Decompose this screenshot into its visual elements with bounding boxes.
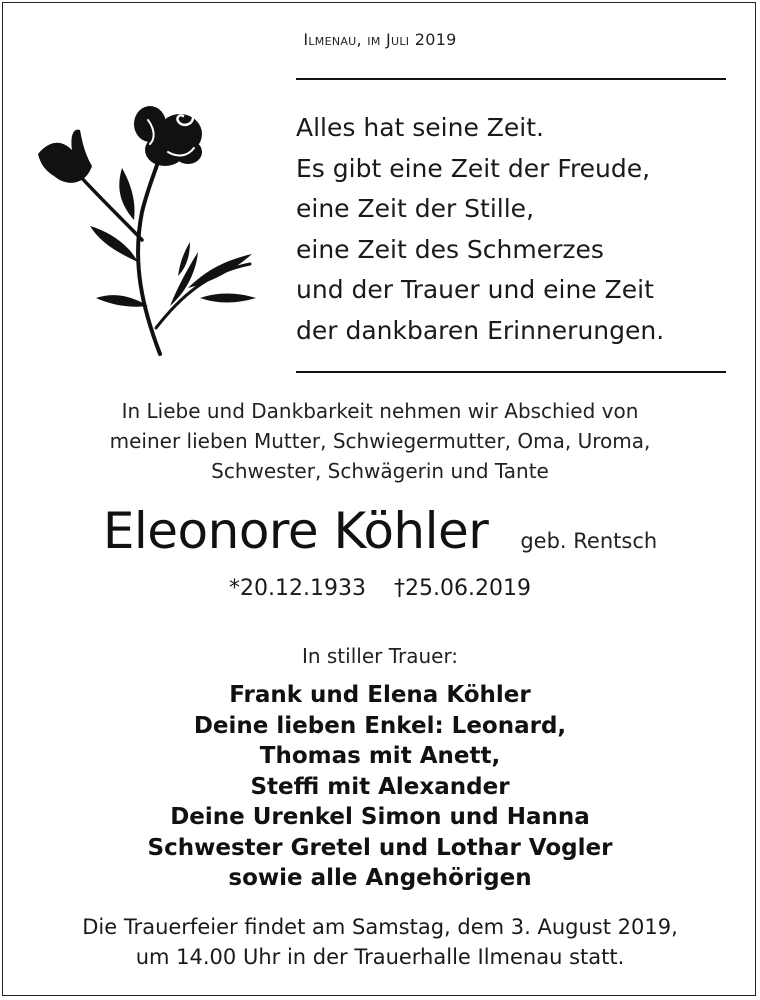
mourner-line: Schwester Gretel und Lothar Vogler bbox=[147, 834, 613, 861]
mourner-line: Thomas mit Anett, bbox=[259, 743, 501, 769]
mourner-line: sowie alle Angehörigen bbox=[228, 865, 532, 891]
mourner-line: Frank und Elena Köhler bbox=[229, 682, 531, 708]
poem bbox=[296, 108, 736, 351]
intro-line: meiner lieben Mutter, Schwiegermutter, Oma, Uroma, bbox=[109, 429, 651, 453]
place-date: Ilmenau, im Juli 2019 bbox=[303, 30, 457, 49]
divider-bottom bbox=[296, 371, 726, 373]
flower-icon bbox=[30, 92, 270, 362]
mourner-line: Deine Urenkel Simon und Hanna bbox=[170, 804, 590, 830]
life-dates bbox=[0, 576, 760, 601]
intro-line: In Liebe und Dankbarkeit nehmen wir Abschied von bbox=[121, 399, 639, 423]
poem-line: Alles hat seine Zeit. bbox=[296, 113, 544, 142]
poem-line: der dankbaren Erinnerungen. bbox=[296, 315, 665, 345]
poem-line: eine Zeit des Schmerzes bbox=[296, 234, 604, 264]
birth-symbol: * bbox=[229, 576, 241, 601]
service-info bbox=[0, 912, 760, 972]
deceased-name: Eleonore Köhler bbox=[102, 502, 489, 560]
intro-text bbox=[0, 396, 760, 486]
deceased-name-row bbox=[0, 502, 760, 560]
death-date: 25.06.2019 bbox=[405, 576, 531, 601]
mourner-line: Steffi mit Alexander bbox=[250, 773, 510, 800]
poem-line: eine Zeit der Stille, bbox=[296, 194, 535, 223]
birth-date: 20.12.1933 bbox=[240, 576, 366, 601]
mourning-label: In stiller Trauer: bbox=[301, 644, 459, 668]
divider-top bbox=[296, 78, 726, 80]
death-symbol: † bbox=[394, 576, 405, 601]
intro-line: Schwester, Schwägerin und Tante bbox=[211, 459, 549, 483]
poem-line: und der Trauer und eine Zeit bbox=[296, 275, 654, 304]
maiden-name: geb. Rentsch bbox=[520, 529, 658, 553]
mourners-list bbox=[0, 680, 760, 894]
service-line: Die Trauerfeier findet am Samstag, dem 3. August 2019, bbox=[82, 915, 678, 939]
mourner-line: Deine lieben Enkel: Leonard, bbox=[193, 712, 567, 739]
service-line: um 14.00 Uhr in der Trauerhalle Ilmenau statt. bbox=[135, 945, 625, 969]
poem-line: Es gibt eine Zeit der Freude, bbox=[296, 153, 651, 183]
